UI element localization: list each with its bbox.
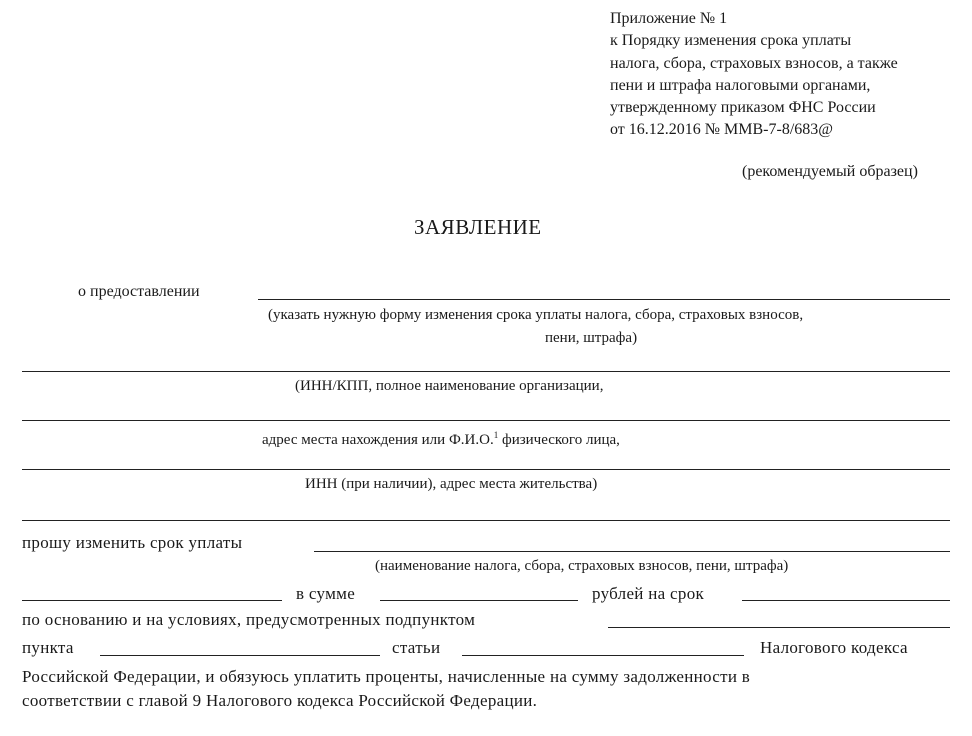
address-hint-post: физического лица,	[498, 432, 620, 448]
amount-prefix-line[interactable]	[22, 600, 282, 601]
appendix-line-2: к Порядку изменения срока уплаты	[610, 32, 852, 49]
term-line[interactable]	[742, 600, 950, 601]
appendix-line-4: пени и штрафа налоговыми органами,	[610, 77, 871, 94]
amount-label: в сумме	[296, 584, 356, 603]
code-label: Налогового кодекса	[760, 638, 908, 657]
inn-hint: ИНН (при наличии), адрес места жительства)	[305, 476, 598, 492]
sample-note: (рекомендуемый образец)	[742, 163, 918, 180]
org-line[interactable]	[22, 371, 950, 372]
address-hint	[262, 426, 620, 449]
request-label: прошу изменить срок уплаты	[22, 533, 243, 552]
provision-line[interactable]	[258, 299, 950, 300]
amount-line[interactable]	[380, 600, 578, 601]
request-line[interactable]	[314, 551, 950, 552]
point-label: пункта	[22, 638, 74, 657]
appendix-line-6: от 16.12.2016 № ММВ-7-8/683@	[610, 121, 834, 138]
appendix-line-3: налога, сбора, страховых взносов, а также	[610, 55, 898, 72]
request-hint: (наименование налога, сбора, страховых взносов, пени, штрафа)	[375, 558, 789, 574]
org-hint: (ИНН/КПП, полное наименование организации,	[295, 378, 604, 394]
provision-hint-2: пени, штрафа)	[545, 330, 638, 346]
address-line[interactable]	[22, 420, 950, 421]
inn-line[interactable]	[22, 469, 950, 470]
provision-hint-1: (указать нужную форму изменения срока уплаты налога, сбора, страховых взносов,	[268, 307, 804, 323]
subpoint-line[interactable]	[608, 627, 950, 628]
article-label: статьи	[392, 638, 441, 657]
rubles-label: рублей на срок	[592, 584, 705, 603]
point-line[interactable]	[100, 655, 380, 656]
basis-label: по основанию и на условиях, предусмотренных подпунктом	[22, 610, 476, 629]
provision-label: о предоставлении	[78, 283, 200, 300]
final-line-2: соответствии с главой 9 Налогового кодекса Российской Федерации.	[22, 691, 538, 710]
address-hint-pre: адрес места нахождения или Ф.И.О.	[262, 432, 494, 448]
footnote-mark: 1	[493, 430, 499, 440]
appendix-line-5: утвержденному приказом ФНС России	[610, 99, 876, 116]
appendix-line-1: Приложение № 1	[610, 10, 728, 27]
final-line-1: Российской Федерации, и обязуюсь уплатить проценты, начисленные на сумму задолженности в	[22, 667, 751, 686]
article-line[interactable]	[462, 655, 744, 656]
extra-line[interactable]	[22, 520, 950, 521]
document-title: ЗАЯВЛЕНИЕ	[414, 215, 542, 239]
